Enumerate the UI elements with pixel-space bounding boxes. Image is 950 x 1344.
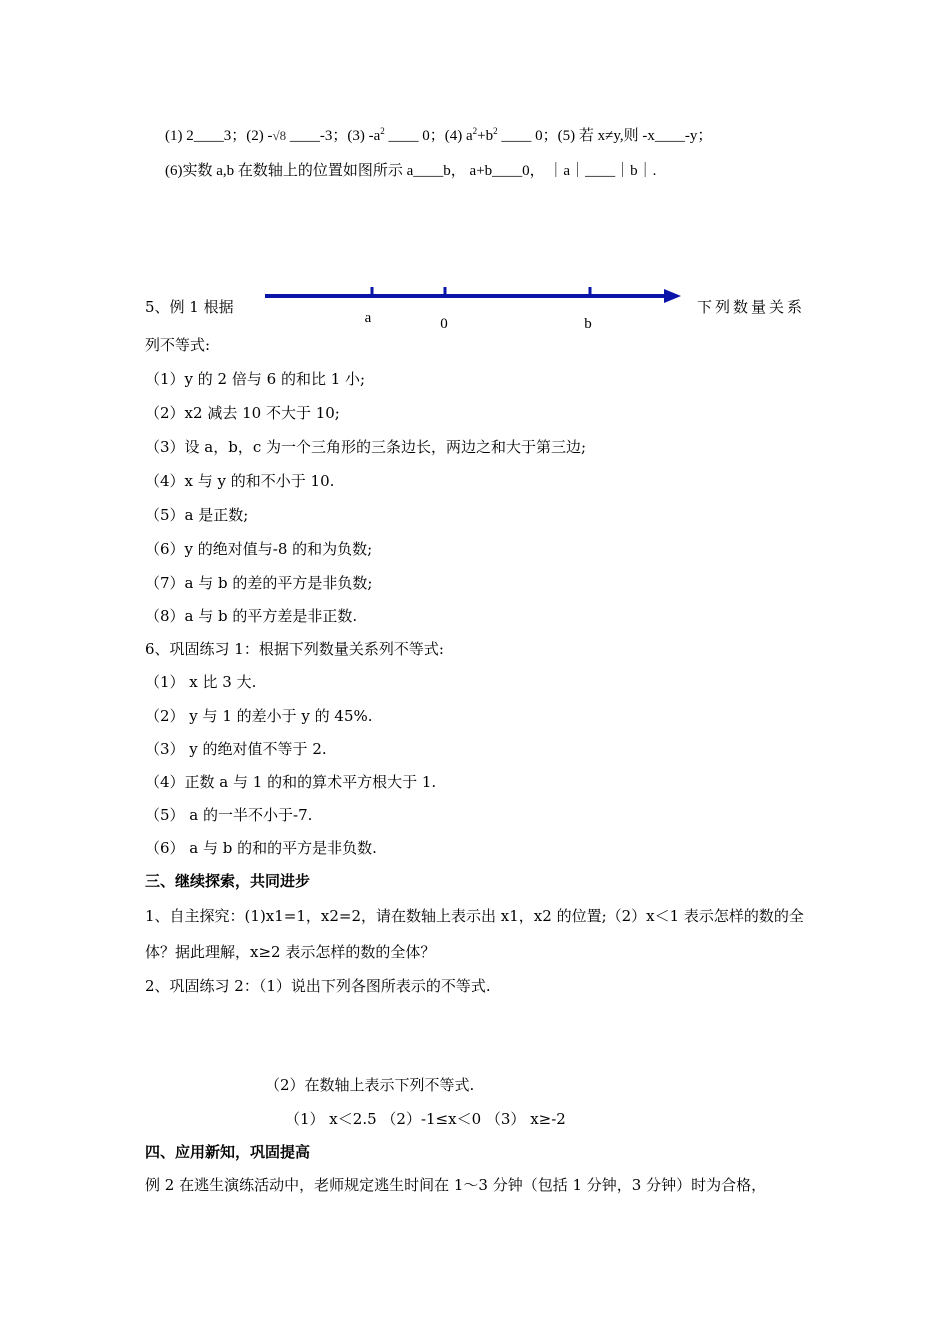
ex1-item-1: （1）y 的 2 倍与 6 的和比 1 小; (145, 370, 366, 388)
practice1-item-1: （1） x 比 3 大. (145, 673, 257, 691)
ex1-item-4: （4）x 与 y 的和不小于 10. (145, 472, 335, 490)
explore-line-1: 1、自主探究：(1)x1=1，x2=2，请在数轴上表示出 x1，x2 的位置;（2）x＜1 表示怎样的数的全 (145, 907, 804, 925)
practice1-item-6: （6） a 与 b 的和的平方是非负数. (145, 839, 377, 857)
q4-sup-2: 2 (472, 126, 478, 136)
section4-title: 四、应用新知，巩固提高 (145, 1143, 311, 1161)
practice1-item-5: （5） a 的一半不小于-7. (145, 806, 313, 824)
practice1-head: 6、巩固练习 1：根据下列数量关系列不等式: (145, 640, 444, 658)
q4-sup-3: 2 (493, 126, 498, 136)
ex1-item-6: （6）y 的绝对值与-8 的和为负数; (145, 540, 373, 558)
q4-part-5: ____ 0；(5) 若 x≠y,则 -x____-y； (497, 128, 713, 144)
label-b: b (584, 316, 592, 332)
ex1-head-cont: 列不等式: (145, 336, 211, 354)
sqrt-8: √8 (272, 128, 287, 143)
practice1-item-3: （3） y 的绝对值不等于 2. (145, 740, 327, 758)
number-line-arrowhead (664, 289, 681, 303)
practice1-item-2: （2） y 与 1 的差小于 y 的 45%. (145, 707, 373, 725)
ex1-item-7: （7）a 与 b 的差的平方是非负数; (145, 574, 373, 592)
label-0: 0 (440, 316, 448, 332)
ex1-item-2: （2）x2 减去 10 不大于 10; (145, 404, 340, 422)
q4-part-2: ____-3；(3) -a (286, 128, 381, 144)
ex1-item-8: （8）a 与 b 的平方差是非正数. (145, 607, 358, 625)
example2-text: 例 2 在逃生演练活动中，老师规定逃生时间在 1～3 分钟（包括 1 分钟，3 分钟）时为合格， (145, 1176, 767, 1194)
q4-part-1: (1) 2____3；(2) - (165, 128, 273, 144)
q4-part-4: +b (477, 128, 494, 144)
practice2-head: 2、巩固练习 2：（1）说出下列各图所表示的不等式. (145, 977, 491, 995)
practice2-sub2-items: （1） x＜2.5 （2）-1≤x＜0 （3） x≥-2 (285, 1110, 566, 1128)
ex1-head-right: 下列数量关系 (697, 298, 806, 316)
practice1-item-4: （4）正数 a 与 1 的和的算术平方根大于 1. (145, 773, 437, 791)
q4-line-2: (6)实数 a,b 在数轴上的位置如图所示 a____b， a+b____0， ｜a｜____｜b｜. (165, 163, 657, 179)
ex1-item-3: （3）设 a，b，c 为一个三角形的三条边长，两边之和大于第三边; (145, 438, 587, 456)
q4-sup-1: 2 (380, 126, 385, 136)
ex1-item-5: （5）a 是正数; (145, 506, 249, 524)
label-a: a (364, 310, 372, 326)
ex1-head-left: 5、例 1 根据 (145, 298, 234, 316)
number-line-figure (0, 0, 950, 340)
section3-title: 三、继续探索，共同进步 (145, 872, 311, 890)
explore-line-2: 体？据此理解，x≥2 表示怎样的数的全体？ (145, 943, 436, 961)
q4-part-3: ____ 0；(4) a (384, 128, 473, 144)
practice2-sub2: （2）在数轴上表示下列不等式. (265, 1076, 475, 1094)
